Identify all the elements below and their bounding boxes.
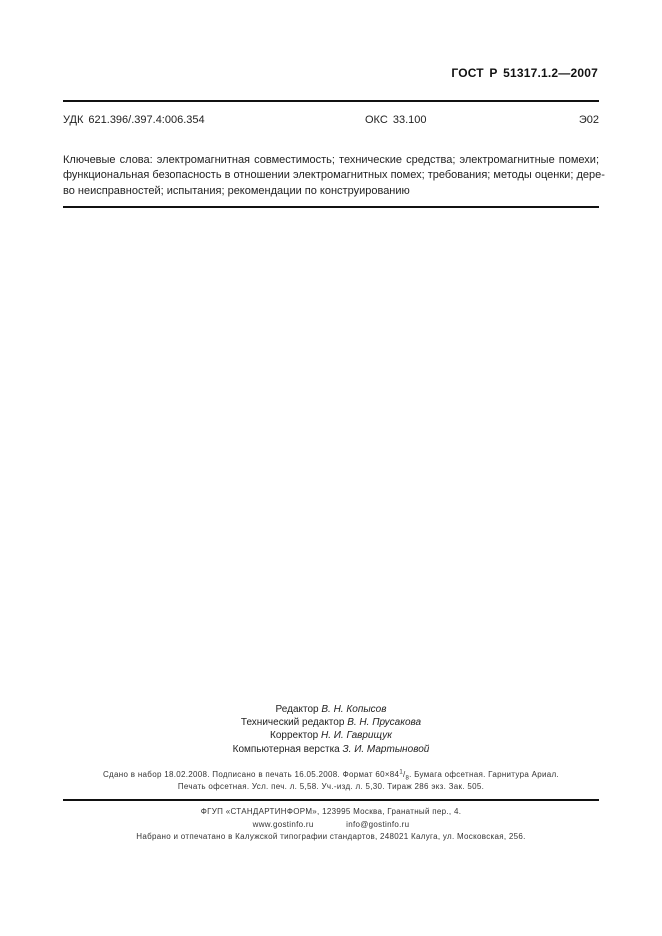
divider-bottom: [63, 799, 599, 801]
udk-code: УДК 621.396/.397.4:006.354: [63, 114, 205, 126]
group-code: Э02: [578, 114, 599, 126]
keywords-line: Ключевые слова: электромагнитная совместимость; технические средства; электромагнитные помехи;: [63, 154, 599, 166]
imprint-line-1: Сдано в набор 18.02.2008. Подписано в печать 16.05.2008. Формат $60\times 84^1/_8$. Бумага офсетная. Гарнитура Ариал.: [102, 769, 559, 782]
divider-top: [63, 100, 599, 102]
credit-role: Компьютерная верстка: [232, 743, 340, 755]
keywords-line: во неисправностей; испытания; рекомендации по конструированию: [63, 184, 410, 197]
credit-technical-editor: [63, 716, 599, 729]
publisher-address: ФГУП «СТАНДАРТИНФОРМ», 123995 Москва, Гранатный пер., 4.: [200, 807, 462, 816]
format-denominator: 8: [405, 775, 410, 782]
publisher-contacts: [63, 819, 599, 832]
imprint-block: [63, 769, 599, 793]
credit-name: В. Н. Копысов: [321, 704, 387, 715]
credit-name: В. Н. Прусакова: [347, 717, 422, 729]
credits-block: [63, 703, 599, 756]
publisher-block: [63, 806, 599, 844]
imprint-text: Сдано в набор 18.02.2008. Подписано в печать 16.05.2008. Формат 60×84: [102, 770, 400, 779]
email-link[interactable]: info@gostinfo.ru: [346, 819, 410, 829]
credit-role: Технический редактор: [240, 717, 345, 729]
credit-editor: [63, 703, 599, 716]
oks-code: ОКС 33.100: [365, 114, 427, 126]
keywords-paragraph: [63, 153, 605, 199]
imprint-line-2: Печать офсетная. Усл. печ. л. 5,58. Уч.-изд. л. 5,30. Тираж 286 экз. Зак. 505.: [177, 782, 485, 791]
credit-name: Н. И. Гаврищук: [320, 730, 392, 742]
imprint-text: . Бумага офсетная. Гарнитура Ариал.: [409, 770, 559, 779]
website-link[interactable]: www.gostinfo.ru: [252, 819, 314, 829]
printer-info: Набрано и отпечатано в Калужской типографии стандартов, 248021 Калуга, ул. Московская, 256.: [136, 832, 526, 841]
keywords-line: функциональная безопасность в отношении электромагнитных помех; требования; методы оценки; дере-: [63, 169, 605, 182]
divider-middle: [63, 206, 599, 208]
credit-layout: [63, 743, 599, 756]
credit-role: Редактор: [275, 704, 319, 715]
format-numerator: 1: [399, 769, 403, 776]
credit-proofreader: [63, 729, 599, 742]
credit-role: Корректор: [270, 730, 319, 742]
credit-name: З. И. Мартыновой: [342, 743, 430, 755]
standard-number: ГОСТ Р 51317.1.2—2007: [451, 66, 598, 80]
